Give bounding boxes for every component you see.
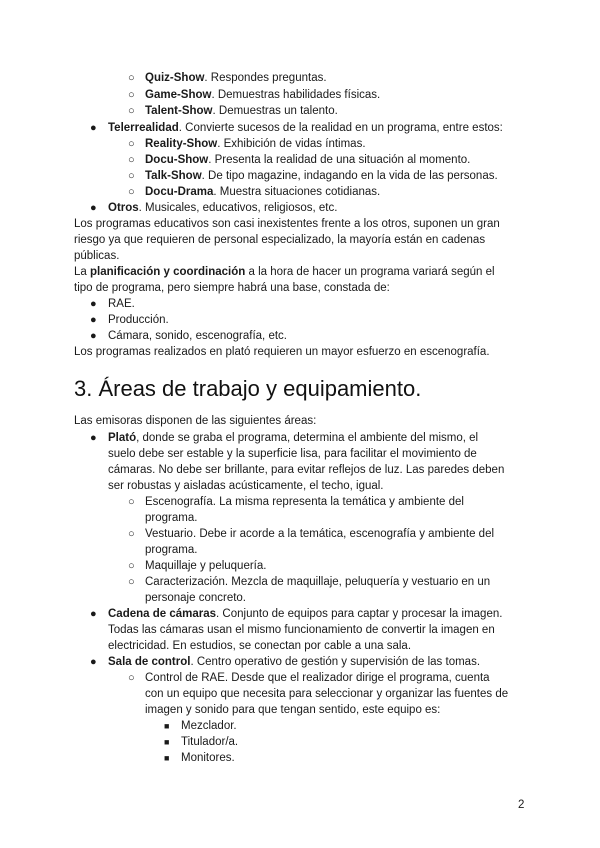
term-description: . Exhibición de vidas íntimas. (217, 138, 366, 150)
list-item: ○ Vestuario. Debe ir acorde a la temática, escenografía y ambiente del (128, 528, 495, 540)
term-bold: Reality-Show (145, 138, 218, 150)
hollow-circle-bullet-icon: ○ (128, 186, 135, 198)
paragraph-line: suelo debe ser estable y la superficie lisa, para facilitar el movimiento de (108, 448, 477, 460)
term-description: . Musicales, educativos, religiosos, etc. (138, 202, 338, 214)
term-bold: Docu-Drama (145, 186, 214, 198)
list-item (0, 152, 600, 168)
list-item: ■ Monitores. (164, 752, 235, 764)
paragraph-line: cámaras. No debe ser brillante, para evitar reflejos de luz. Las paredes deben (108, 464, 505, 476)
list-item: ● Cámara, sonido, escenografía, etc. (90, 330, 287, 342)
term-bold: Telerrealidad (108, 122, 179, 134)
list-item (0, 184, 600, 200)
filled-circle-bullet-icon: ● (90, 330, 97, 342)
page-number: 2 (518, 799, 525, 811)
hollow-circle-bullet-icon: ○ (128, 89, 135, 101)
paragraph-line: imagen y sonido para que tengan sentido, este equipo es: (145, 704, 441, 716)
filled-circle-bullet-icon: ● (90, 122, 97, 134)
list-item (0, 136, 600, 152)
paragraph-line: con un equipo que necesita para seleccionar y organizar las fuentes de (145, 688, 509, 700)
list-item: ■ Titulador/a. (164, 736, 239, 748)
paragraph-line: tipo de programa, pero siempre habrá una base, constada de: (74, 282, 390, 294)
paragraph-line: programa. (145, 544, 198, 556)
term-bold: Plató (108, 432, 137, 444)
square-bullet-icon: ■ (164, 737, 170, 747)
paragraph-line: Las emisoras disponen de las siguientes áreas: (74, 415, 317, 427)
filled-circle-bullet-icon: ● (90, 656, 97, 668)
list-item: ■ Mezclador. (164, 720, 237, 732)
hollow-circle-bullet-icon: ○ (128, 105, 135, 117)
filled-circle-bullet-icon: ● (90, 432, 97, 444)
list-item: ○ Control de RAE. Desde que el realizador dirige el programa, cuenta (128, 672, 490, 684)
paragraph-line: ser robustas y aisladas acústicamente, el techo, igual. (108, 480, 384, 492)
filled-circle-bullet-icon: ● (90, 298, 97, 310)
filled-circle-bullet-icon: ● (90, 314, 97, 326)
term-description: . Respondes preguntas. (204, 72, 327, 84)
paragraph-line: riesgo ya que requieren de personal especializado, la mayoría están en cadenas (74, 234, 486, 246)
term-bold: Cadena de cámaras (108, 608, 217, 620)
list-item: ● Sala de control. Centro operativo de gestión y supervisión de las tomas. (90, 656, 481, 668)
paragraph-line: La planificación y coordinación a la hora de hacer un programa variará según el (74, 266, 495, 278)
paragraph-line: programa. (145, 512, 198, 524)
term-bold: Talk-Show (145, 170, 202, 182)
paragraph-line: personaje concreto. (145, 592, 247, 604)
list-item (0, 103, 600, 119)
paragraph-line: Los programas educativos son casi inexistentes frente a los otros, suponen un gran (74, 218, 500, 230)
paragraph-line: públicas. (74, 250, 120, 262)
list-item (0, 87, 600, 103)
list-item: ● RAE. (90, 298, 135, 310)
term-bold: Docu-Show (145, 154, 209, 166)
filled-circle-bullet-icon: ● (90, 608, 97, 620)
square-bullet-icon: ■ (164, 753, 170, 763)
hollow-circle-bullet-icon: ○ (128, 560, 135, 572)
term-bold: Game-Show (145, 89, 212, 101)
term-description: . Demuestras habilidades físicas. (211, 89, 381, 101)
list-item (0, 200, 600, 216)
term-description: . Presenta la realidad de una situación al momento. (208, 154, 471, 166)
term-description: . Muestra situaciones cotidianas. (213, 186, 381, 198)
list-item: ○ Caracterización. Mezcla de maquillaje, peluquería y vestuario en un (128, 576, 491, 588)
list-item: ● Producción. (90, 314, 169, 326)
paragraph-line: Todas las cámaras usan el mismo funcionamiento de convertir la imagen en (108, 624, 495, 636)
term-description: . Demuestras un talento. (212, 105, 338, 117)
term-bold: Otros (108, 202, 139, 214)
list-item (0, 120, 600, 136)
hollow-circle-bullet-icon: ○ (128, 576, 135, 588)
term-bold: Quiz-Show (145, 72, 205, 84)
section-heading: 3. Áreas de trabajo y equipamiento. (74, 376, 422, 401)
hollow-circle-bullet-icon: ○ (128, 154, 135, 166)
hollow-circle-bullet-icon: ○ (128, 72, 135, 84)
term-bold: Talent-Show (145, 105, 213, 117)
term-description: . De tipo magazine, indagando en la vida de las personas. (201, 170, 498, 182)
term-bold: Sala de control (108, 656, 191, 668)
hollow-circle-bullet-icon: ○ (128, 672, 135, 684)
list-item: ○ Escenografía. La misma representa la temática y ambiente del (128, 496, 464, 508)
list-item: ○ Maquillaje y peluquería. (128, 560, 267, 572)
list-item (0, 168, 600, 184)
hollow-circle-bullet-icon: ○ (128, 170, 135, 182)
hollow-circle-bullet-icon: ○ (128, 528, 135, 540)
hollow-circle-bullet-icon: ○ (128, 138, 135, 150)
paragraph-line: electricidad. En estudios, se conectan por cable a una sala. (108, 640, 412, 652)
term-description: . Convierte sucesos de la realidad en un programa, entre estos: (178, 122, 503, 134)
term-bold: planificación y coordinación (90, 266, 246, 278)
square-bullet-icon: ■ (164, 721, 170, 731)
list-item: ● Plató, donde se graba el programa, determina el ambiente del mismo, el (90, 432, 479, 444)
paragraph-line: Los programas realizados en plató requieren un mayor esfuerzo en escenografía. (74, 346, 490, 358)
hollow-circle-bullet-icon: ○ (128, 496, 135, 508)
list-item (0, 70, 600, 86)
filled-circle-bullet-icon: ● (90, 202, 97, 214)
list-item: ● Cadena de cámaras. Conjunto de equipos para captar y procesar la imagen. (90, 608, 503, 620)
